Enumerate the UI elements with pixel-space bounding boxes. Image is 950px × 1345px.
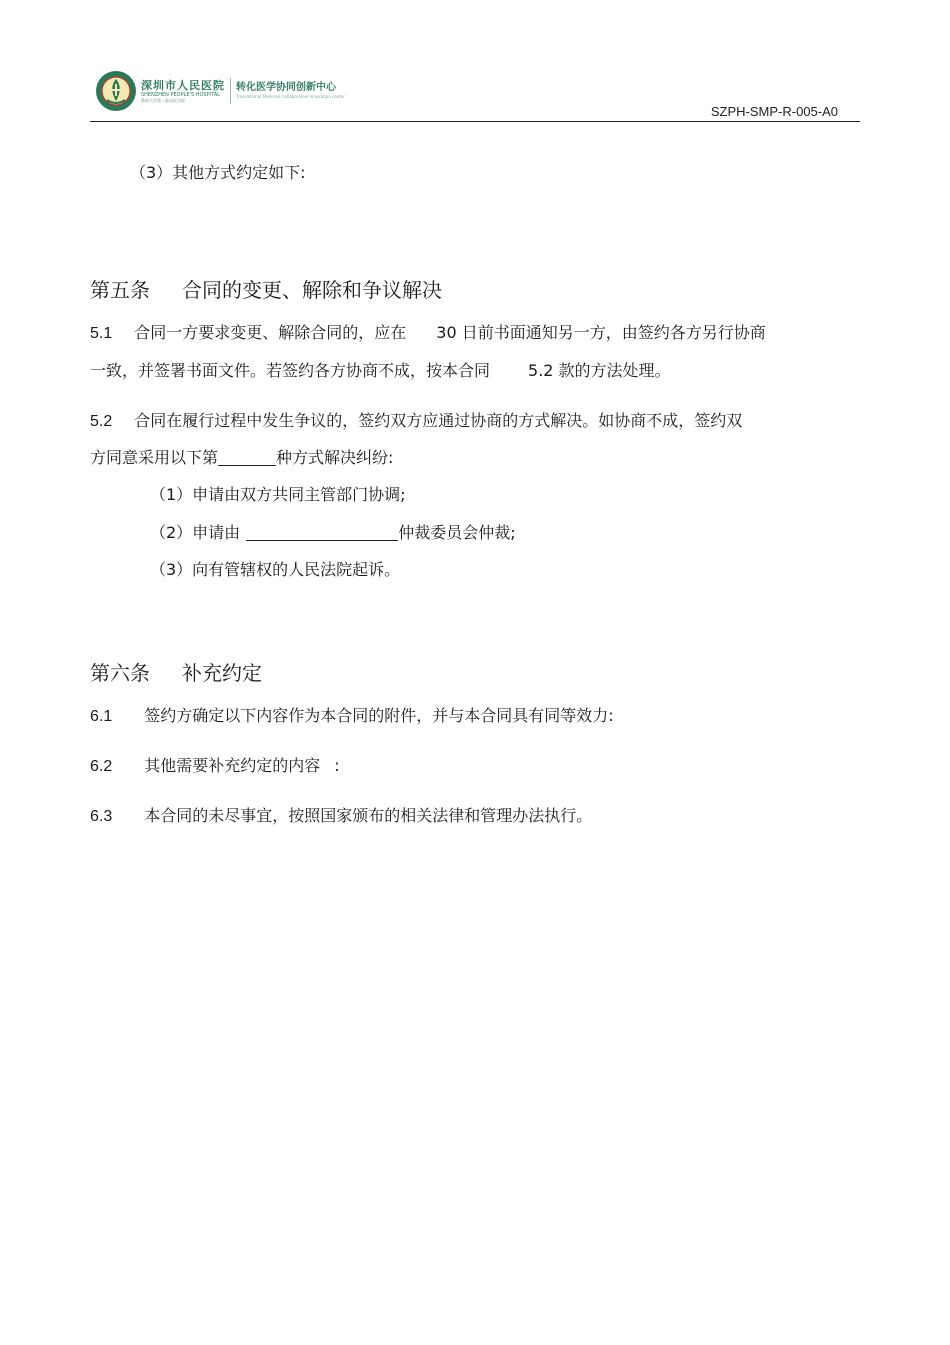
option-3: （3）向有管辖权的人民法院起诉。 — [150, 560, 401, 579]
clause-6-1-text: 签约方确定以下内容作为本合同的附件，并与本合同具有同等效力: — [144, 706, 614, 725]
hospital-logo — [95, 70, 345, 112]
previous-item-3: （3）其他方式约定如下: — [130, 163, 306, 182]
clause-6-2-colon: : — [334, 756, 340, 775]
clause-6-3 — [90, 803, 592, 826]
logo-divider — [230, 78, 231, 104]
arbitration-committee-blank[interactable] — [246, 524, 398, 541]
clause-5-1-number: 5.1 — [90, 325, 113, 342]
clause-6-2-text: 其他需要补充约定的内容 — [144, 756, 321, 775]
clause-5-1-line-2 — [90, 358, 671, 381]
clause-5-1-text-d: 5.2 款的方法处理。 — [528, 361, 671, 380]
clause-5-1-text-c: 一致，并签署书面文件。若签约各方协商不成，按本合同 — [90, 361, 491, 380]
clause-5-1-text-b: 30 日前书面通知另一方，由签约各方另行协商 — [436, 323, 766, 342]
clause-5-1-text-a: 合同一方要求变更、解除合同的，应在 — [134, 323, 407, 342]
article-5-heading — [90, 274, 442, 303]
document-code: SZPH-SMP-R-005-A0 — [710, 104, 838, 119]
clause-6-2 — [90, 753, 340, 776]
clause-6-1-number: 6.1 — [90, 708, 113, 725]
logo-sub: 暨南大学第二临床医学院 — [141, 97, 185, 103]
logo-name-en: SHENZHEN PEOPLE'S HOSPITAL — [141, 91, 220, 98]
clause-6-2-number: 6.2 — [90, 758, 113, 775]
logo-name-cn: 深圳市人民医院 — [141, 78, 225, 92]
hospital-emblem-icon — [95, 70, 137, 112]
article-5-number: 第五条 — [90, 278, 150, 302]
option-1: （1）申请由双方共同主管部门协调; — [150, 485, 406, 504]
clause-6-3-text: 本合同的未尽事宜，按照国家颁布的相关法律和管理办法执行。 — [144, 806, 593, 825]
method-number-blank[interactable] — [218, 449, 276, 466]
clause-5-2-text-c: 种方式解决纠纷: — [276, 448, 394, 467]
page-header — [0, 0, 950, 125]
clause-5-2-text-a: 合同在履行过程中发生争议的，签约双方应通过协商的方式解决。如协商不成，签约双 — [134, 411, 743, 430]
option-2 — [150, 520, 516, 543]
article-6-number: 第六条 — [90, 661, 150, 685]
center-name-cn: 转化医学协同创新中心 — [236, 82, 336, 93]
clause-5-2-number: 5.2 — [90, 413, 113, 430]
center-name-en: Translational Medicine Collaborative Innovation center — [236, 94, 345, 99]
article-5-title: 合同的变更、解除和争议解决 — [182, 278, 442, 302]
clause-5-2-line-2 — [90, 445, 393, 468]
header-rule — [90, 121, 860, 122]
option-2-text-b: 仲裁委员会仲裁; — [398, 523, 516, 542]
clause-6-3-number: 6.3 — [90, 808, 113, 825]
clause-5-1-line-1 — [90, 320, 766, 343]
clause-5-2-text-b: 方同意采用以下第 — [90, 448, 219, 467]
option-2-text-a: （2）申请由 — [150, 523, 241, 542]
clause-6-1 — [90, 703, 614, 726]
article-6-heading — [90, 657, 262, 686]
clause-5-2-line-1 — [90, 408, 742, 431]
article-6-title: 补充约定 — [182, 661, 262, 685]
